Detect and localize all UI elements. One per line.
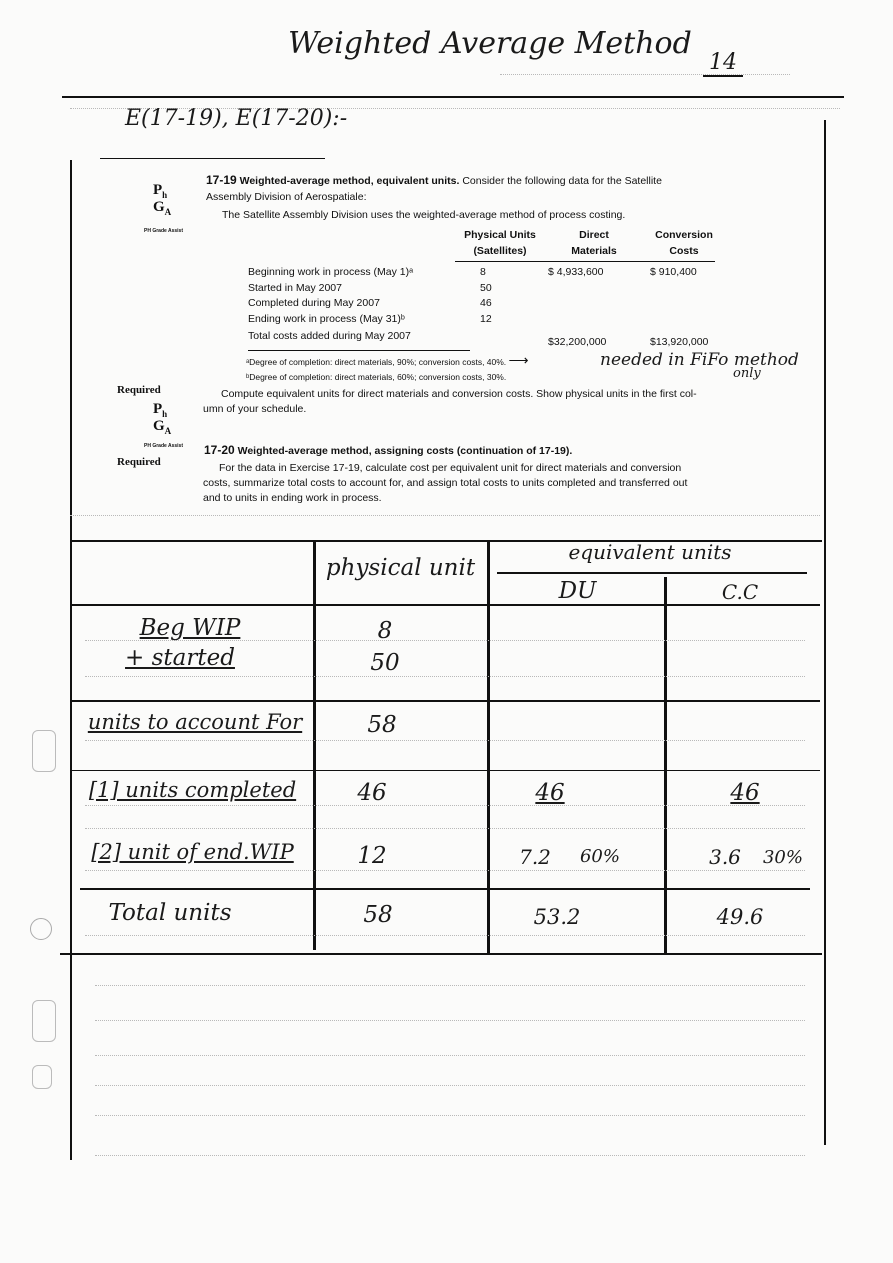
page-title: Weighted Average Method xyxy=(288,26,692,61)
header-rule xyxy=(62,96,844,98)
required-label-20: Required xyxy=(117,456,161,468)
physical-started: 50 xyxy=(370,650,400,676)
book-row-cc: $13,920,000 xyxy=(650,336,709,348)
reference-underline xyxy=(100,158,325,159)
du-end-wip: 7.2 xyxy=(519,845,551,869)
ph-grade-assist-logo-2: $P_h$ $G_A$ xyxy=(153,401,172,436)
row-label-units-completed: [1] units completed xyxy=(88,778,297,802)
row-label-end-wip: [2] unit of end.WIP xyxy=(91,840,294,864)
logo-caption-2: PH Grade Assist xyxy=(144,443,183,449)
header-cc: C.C xyxy=(721,580,759,604)
header-equivalent-units: equivalent units xyxy=(568,540,732,564)
book-row-label: Started in May 2007 xyxy=(248,281,342,294)
col-header-dm: Direct Materials xyxy=(571,229,617,257)
col-header-cc: Conversion Costs xyxy=(655,229,713,257)
book-row-units: 8 xyxy=(480,266,486,278)
book-row-units: 50 xyxy=(480,281,492,294)
row-label-total-units: Total units xyxy=(108,900,232,926)
cc-end-wip-pct: 30% xyxy=(762,847,803,868)
book-row-label: Ending work in process (May 31)ᵇ xyxy=(248,312,405,325)
handwritten-note-fifo: needed in FiFo method xyxy=(600,350,799,370)
du-total: 53.2 xyxy=(533,905,581,929)
physical-completed: 46 xyxy=(357,780,387,806)
physical-end-wip: 12 xyxy=(357,843,387,869)
right-margin-line xyxy=(824,120,826,1145)
book-row-label: Completed during May 2007 xyxy=(248,297,380,309)
book-row-label: Total costs added during May 2007 xyxy=(248,330,411,342)
logo-caption: PH Grade Assist xyxy=(144,228,183,234)
header-physical-unit: physical unit xyxy=(325,555,476,581)
book-row-label: Beginning work in process (May 1)ᵃ xyxy=(248,266,413,278)
cc-total: 49.6 xyxy=(716,905,764,929)
book-row-dm: $ 4,933,600 xyxy=(548,266,604,278)
physical-to-account: 58 xyxy=(367,712,397,738)
exercise-number: 17-19 xyxy=(206,173,237,187)
binder-hole xyxy=(32,730,56,772)
handwritten-note-only: only xyxy=(733,366,761,381)
du-end-wip-pct: 60% xyxy=(579,846,620,867)
intro-line-3: The Satellite Assembly Division uses the weighted-average method of process costing. xyxy=(222,209,626,221)
required-text-19: Compute equivalent units for direct materials and conversion costs. Show physical units in the first col- umn of your schedule. xyxy=(203,388,697,415)
col-header-physical: Physical Units (Satellites) xyxy=(464,229,536,257)
cc-completed: 46 xyxy=(730,780,760,806)
row-label-started: + started xyxy=(125,645,235,671)
book-row-units: 46 xyxy=(480,297,492,309)
book-row-units: 12 xyxy=(480,312,492,325)
exercise-reference: E(17-19), E(17-20):- xyxy=(125,106,348,131)
intro-line-2: Assembly Division of Aerospatiale: xyxy=(206,191,367,203)
intro-line-1: Consider the following data for the Satellite xyxy=(462,175,662,187)
binder-hole xyxy=(32,1065,52,1089)
page-number: 14 xyxy=(703,50,743,77)
table-divider-2 xyxy=(487,540,490,953)
header-du: DU xyxy=(558,578,597,604)
du-completed: 46 xyxy=(535,780,565,806)
left-margin-line xyxy=(70,160,72,1160)
ph-grade-assist-logo: $P_h$ $G_A$ xyxy=(153,182,172,217)
row-label-beg-wip: Beg WIP xyxy=(139,615,241,641)
footnote-a: ᵃDegree of completion: direct materials, 90%; conversion costs, 40%. ⟶ xyxy=(246,352,529,368)
exercise-heading: Weighted-average method, equivalent units. xyxy=(239,175,460,187)
book-row-cc: $ 910,400 xyxy=(650,266,697,278)
exercise-17-20-heading: 17-20 Weighted-average method, assigning costs (continuation of 17-19). xyxy=(204,443,573,457)
binder-hole xyxy=(32,1000,56,1042)
cc-end-wip: 3.6 xyxy=(709,845,741,869)
table-bottom-rule xyxy=(60,953,822,955)
footnote-b: ᵇDegree of completion: direct materials, 60%; conversion costs, 30%. xyxy=(246,372,507,382)
book-row-dm: $32,200,000 xyxy=(548,336,607,348)
physical-total: 58 xyxy=(363,902,393,928)
required-text-20: For the data in Exercise 17-19, calculate cost per equivalent unit for direct materials and conversion costs, summarize total costs to account for, and assign total costs to units completed and transferred out and to units in ending work in process. xyxy=(203,462,688,504)
exercise-17-19-intro xyxy=(206,174,766,188)
binder-hole xyxy=(30,918,52,940)
row-label-units-to-account: units to account For xyxy=(87,710,303,734)
physical-beg-wip: 8 xyxy=(377,618,393,644)
table-divider-3 xyxy=(664,577,667,955)
required-label-19: Required xyxy=(117,384,161,396)
